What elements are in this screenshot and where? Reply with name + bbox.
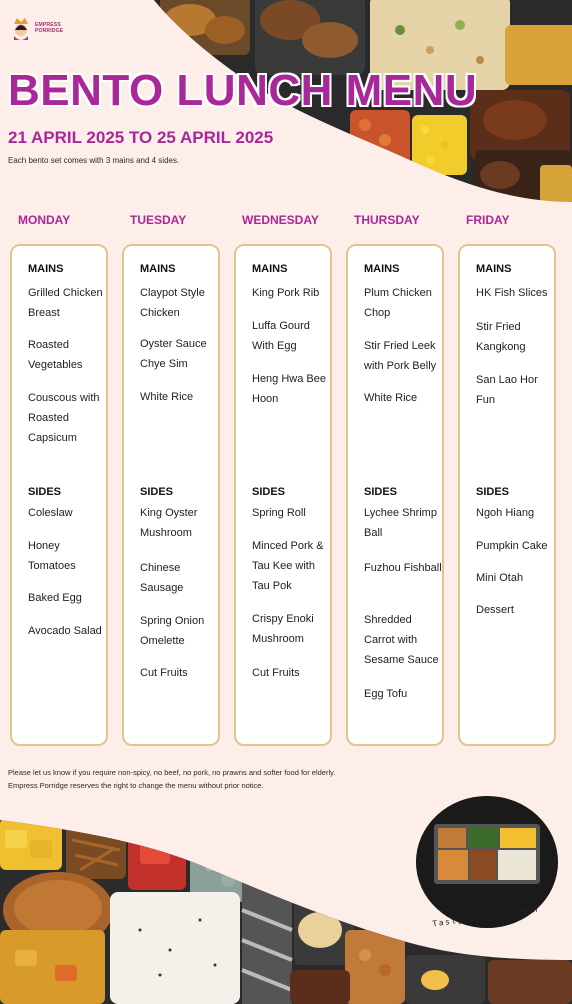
- mains-label: MAINS: [476, 263, 512, 275]
- brand-logo: [10, 14, 63, 42]
- side-item: Dessert: [476, 604, 514, 616]
- day-header-thursday: THURSDAY: [354, 213, 420, 227]
- menu-card-tuesday: [122, 244, 220, 746]
- footer-notes: [8, 766, 335, 792]
- mains-label: MAINS: [252, 263, 288, 275]
- side-item: Lychee Shrimp Ball: [364, 507, 437, 539]
- main-item: King Pork Rib: [252, 287, 320, 299]
- mains-label: MAINS: [140, 263, 176, 275]
- brand-line2: PORRIDGE: [35, 28, 64, 34]
- sides-label: SIDES: [252, 486, 286, 498]
- main-item: Stir Fried Kangkong: [476, 321, 526, 353]
- main-item: Couscous with Roasted Capsicum: [28, 392, 100, 444]
- side-item: Baked Egg: [28, 592, 82, 604]
- main-item: White Rice: [140, 391, 194, 403]
- sides-label: SIDES: [28, 486, 62, 498]
- main-item: White Rice: [364, 392, 418, 404]
- side-item: Cut Fruits: [140, 667, 188, 679]
- side-item: Pumpkin Cake: [476, 540, 548, 552]
- mains-label: MAINS: [28, 263, 64, 275]
- side-item: Spring Onion Omelette: [140, 615, 205, 647]
- main-item: Plum Chicken Chop: [364, 287, 432, 319]
- main-item: Roasted Vegetables: [28, 339, 83, 371]
- side-item: Fuzhou Fishball: [364, 562, 442, 574]
- sides-label: SIDES: [476, 486, 510, 498]
- empress-logo-icon: [10, 14, 32, 42]
- menu-card-wednesday: [234, 244, 332, 746]
- sides-label: SIDES: [140, 486, 174, 498]
- main-item: Luffa Gourd With Egg: [252, 320, 310, 352]
- main-item: Stir Fried Leek with Pork Belly: [364, 340, 437, 372]
- side-item: Shredded Carrot with Sesame Sauce: [364, 614, 439, 666]
- main-item: San Lao Hor Fun: [476, 374, 538, 406]
- menu-card-monday: [10, 244, 108, 746]
- menu-card-thursday: [346, 244, 444, 746]
- side-item: Spring Roll: [252, 507, 306, 519]
- date-range: 21 APRIL 2025 TO 25 APRIL 2025: [8, 128, 274, 147]
- day-header-monday: MONDAY: [18, 213, 71, 227]
- day-header-friday: FRIDAY: [466, 213, 510, 227]
- day-header-tuesday: TUESDAY: [130, 213, 187, 227]
- dietary-note: Please let us know if you require non-spicy, no beef, no pork, no prawns and softer food for elderly.: [8, 768, 336, 777]
- mains-label: MAINS: [364, 263, 400, 275]
- main-item: Heng Hwa Bee Hoon: [252, 373, 326, 405]
- sides-label: SIDES: [364, 486, 398, 498]
- menu-card-friday: [458, 244, 556, 746]
- side-item: Mini Otah: [476, 572, 524, 584]
- side-item: King Oyster Mushroom: [140, 507, 198, 539]
- side-item: Crispy Enoki Mushroom: [252, 613, 314, 645]
- side-item: Ngoh Hiang: [476, 507, 535, 519]
- side-item: Egg Tofu: [364, 688, 408, 700]
- side-item: Coleslaw: [28, 507, 73, 519]
- subtitle: Each bento set comes with 3 mains and 4 sides.: [8, 156, 180, 165]
- page-title: BENTO LUNCH MENU: [8, 66, 478, 115]
- brand-line1: EMPRESS: [35, 22, 61, 28]
- side-item: Avocado Salad: [28, 625, 102, 637]
- main-item: Grilled Chicken Breast: [28, 287, 103, 319]
- side-item: Minced Pork & Tau Kee with Tau Pok: [252, 540, 324, 592]
- side-item: Cut Fruits: [252, 667, 300, 679]
- day-header-wednesday: WEDNESDAY: [242, 213, 319, 227]
- main-item: Oyster Sauce Chye Sim: [140, 338, 207, 370]
- side-item: Honey Tomatoes: [28, 540, 76, 572]
- disclaimer-note: Empress Porridge reserves the right to change the menu without prior notice.: [8, 781, 264, 790]
- side-item: Chinese Sausage: [140, 562, 184, 594]
- plate-caption: Tasty Bento Lunch: [431, 904, 540, 929]
- main-item: HK Fish Slices: [476, 287, 548, 299]
- main-item: Claypot Style Chicken: [140, 287, 205, 319]
